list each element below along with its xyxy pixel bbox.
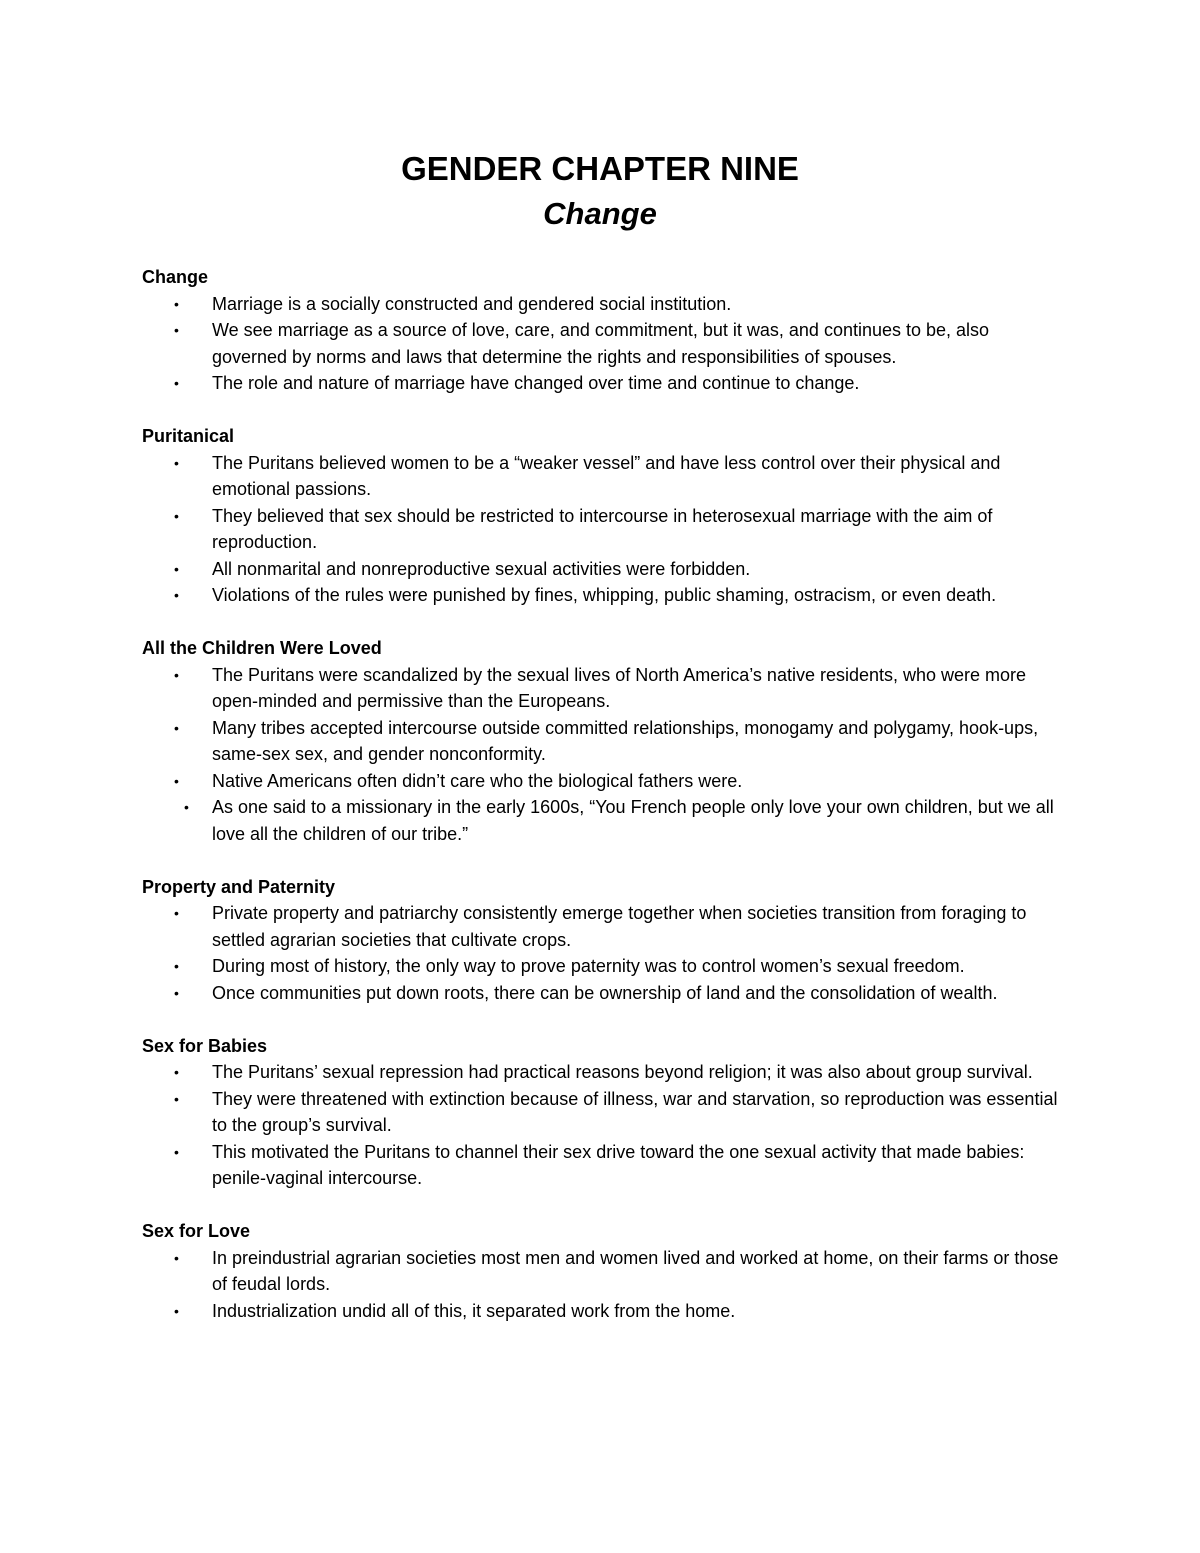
sub-bullet-text: As one said to a missionary in the early 1600s, “You French people only love your own children, but we all love all the children of our tribe.” [212, 797, 1054, 844]
bullet-item [142, 1245, 1062, 1298]
bullet-text: The Puritans believed women to be a “weaker vessel” and have less control over their physical and emotional passions. [212, 452, 1001, 499]
bullet-icon: • [184, 799, 189, 815]
bullet-list [142, 662, 1062, 848]
bullet-text: Many tribes accepted intercourse outside committed relationships, monogamy and polygamy, hook-ups, same-sex sex, and gender nonconformity. [212, 717, 1039, 764]
bullet-item [142, 450, 1062, 503]
bullet-item [142, 1298, 1062, 1325]
bullet-text: The role and nature of marriage have changed over time and continue to change. [212, 373, 860, 393]
section-heading: All the Children Were Loved [142, 638, 382, 658]
bullet-icon: • [174, 772, 179, 789]
bullet-icon: • [174, 958, 179, 974]
bullet-item [142, 900, 1062, 953]
bullet-text: They believed that sex should be restricted to intercourse in heterosexual marriage with the aim of reproduction. [212, 505, 993, 552]
bullet-item [142, 953, 1062, 980]
bullet-text: During most of history, the only way to prove paternity was to control women’s sexual freedom. [212, 956, 965, 976]
bullet-item [142, 556, 1062, 583]
section-all-the-children-were-loved [142, 635, 1062, 847]
bullet-icon: • [174, 984, 179, 1001]
section-heading: Change [142, 267, 209, 287]
bullet-text: We see marriage as a source of love, care, and commitment, but it was, and continues to be, also governed by norms and laws that determine the rights and responsibilities of spouses. [212, 320, 990, 367]
bullet-text: Marriage is a socially constructed and gendered social institution. [212, 293, 732, 314]
bullet-icon: • [174, 1064, 179, 1080]
bullet-item [142, 370, 1062, 397]
bullet-text: In preindustrial agrarian societies most men and women lived and worked at home, on their farms or those of feudal lords. [212, 1247, 1059, 1294]
section-heading: Sex for Babies [142, 1035, 268, 1056]
bullet-icon: • [174, 560, 179, 577]
sub-bullet-item [142, 794, 1062, 847]
bullet-list [142, 900, 1062, 1006]
section-heading: Puritanical [142, 426, 235, 446]
bullet-text: The Puritans’ sexual repression had practical reasons beyond religion; it was also about group survival. [212, 1062, 1033, 1082]
bullet-item [142, 1059, 1062, 1086]
section-heading: Sex for Love [142, 1221, 251, 1241]
bullet-item [142, 768, 1062, 795]
bullet-text: Violations of the rules were punished by fines, whipping, public shaming, ostracism, or even death. [212, 585, 997, 605]
bullet-icon: • [174, 1302, 179, 1319]
bullet-text: They were threatened with extinction because of illness, war and starvation, so reproduction was essential to the group’s survival. [212, 1088, 1058, 1135]
bullet-text: Once communities put down roots, there can be ownership of land and the consolidation of wealth. [212, 982, 998, 1003]
bullet-item [142, 582, 1062, 609]
bullet-list [142, 1059, 1062, 1192]
bullet-text: All nonmarital and nonreproductive sexual activities were forbidden. [212, 558, 751, 579]
bullet-text: Native Americans often didn’t care who the biological fathers were. [212, 770, 743, 791]
bullet-icon: • [174, 1143, 179, 1160]
bullet-text: The Puritans were scandalized by the sexual lives of North America’s native residents, who were more open-minded and permissive than the Europeans. [212, 664, 1027, 711]
bullet-text: Industrialization undid all of this, it separated work from the home. [212, 1300, 736, 1321]
sub-bullet-list [142, 794, 1062, 847]
bullet-icon: • [174, 322, 179, 338]
bullet-item [142, 715, 1062, 768]
document-title: GENDER CHAPTER NINE [401, 150, 799, 187]
bullet-list [142, 1245, 1062, 1325]
section-change [142, 264, 1062, 397]
document-subtitle: Change [543, 196, 657, 231]
bullet-item [142, 1086, 1062, 1139]
bullet-list [142, 450, 1062, 609]
bullet-icon: • [174, 1249, 179, 1266]
document-body [142, 264, 1062, 1351]
title-block [0, 146, 1200, 236]
section-puritanical [142, 423, 1062, 609]
bullet-icon: • [174, 375, 179, 391]
bullet-item [142, 291, 1062, 318]
bullet-icon: • [174, 719, 179, 736]
bullet-item [142, 980, 1062, 1007]
bullet-icon: • [174, 905, 179, 921]
bullet-text: This motivated the Puritans to channel their sex drive toward the one sexual activity that made babies: penile-vaginal intercourse. [212, 1141, 1025, 1188]
bullet-icon: • [174, 454, 179, 471]
section-heading: Property and Paternity [142, 876, 336, 897]
bullet-icon: • [174, 587, 179, 603]
bullet-icon: • [174, 666, 179, 683]
bullet-item [142, 317, 1062, 370]
bullet-icon: • [174, 295, 179, 312]
bullet-item [142, 1139, 1062, 1192]
bullet-item [142, 662, 1062, 715]
section-property-and-paternity [142, 874, 1062, 1007]
bullet-icon: • [174, 1090, 179, 1107]
bullet-list [142, 291, 1062, 397]
bullet-text: Private property and patriarchy consistently emerge together when societies transition from foraging to settled agrarian societies that cultivate crops. [212, 903, 1027, 950]
bullet-item [142, 503, 1062, 556]
bullet-icon: • [174, 507, 179, 524]
section-sex-for-babies [142, 1033, 1062, 1192]
section-sex-for-love [142, 1218, 1062, 1324]
